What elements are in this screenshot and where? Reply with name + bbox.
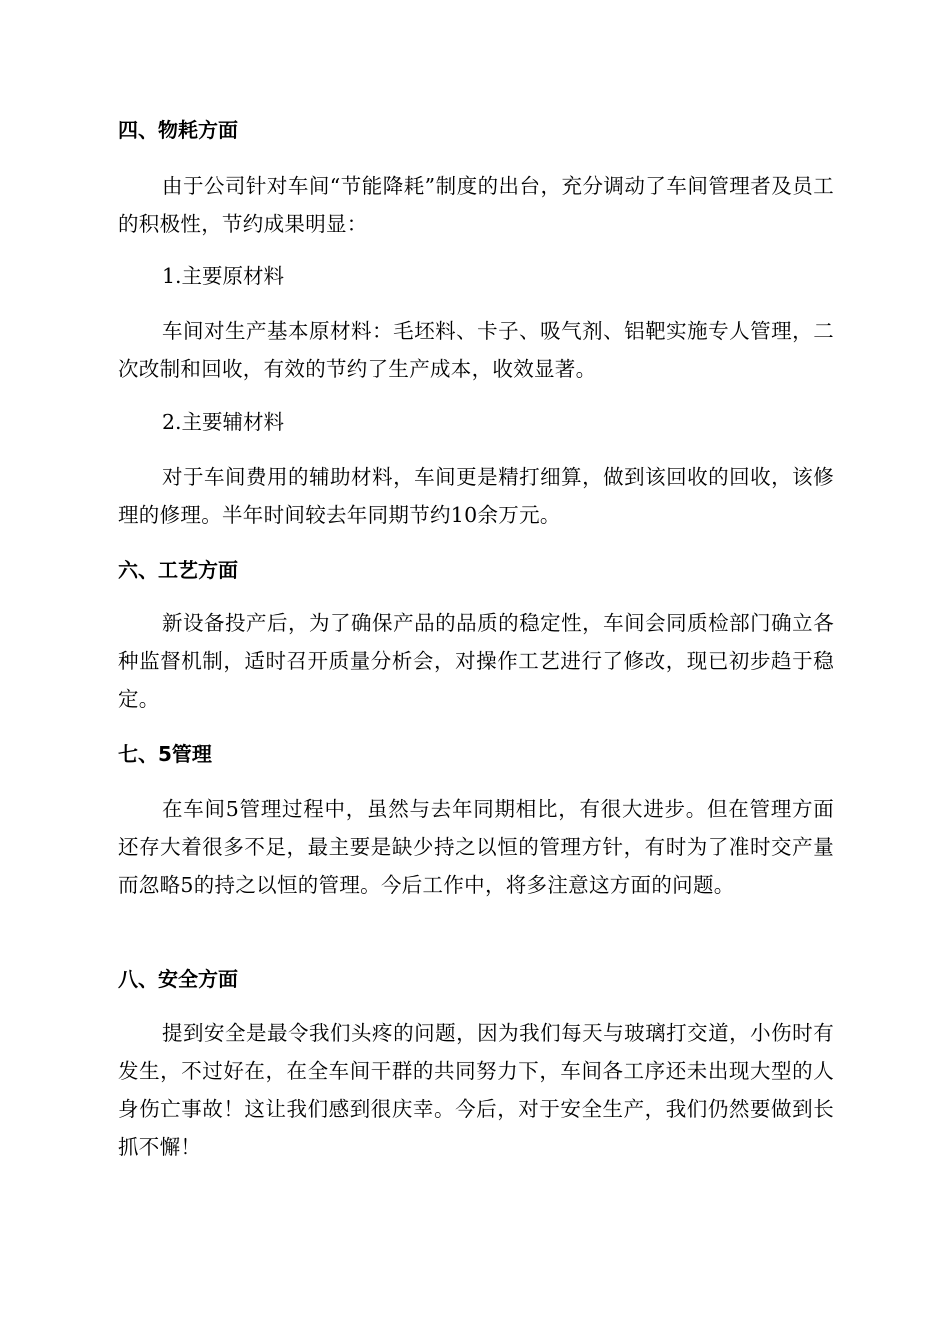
paragraph-5-management: 在车间5管理过程中，虽然与去年同期相比，有很大进步。但在管理方面还存大着很多不足，最主要是缺少持之以恒的管理方针，有时为了准时交产量而忽略5的持之以恒的管理。今后工作中，将多注意这方面的问题。: [118, 797, 834, 897]
paragraph-safety: 提到安全是最令我们头疼的问题，因为我们每天与玻璃打交道，小伤时有发生，不过好在，在全车间干群的共同努力下，车间各工序还未出现大型的人身伤亡事故！这让我们感到很庆幸。今后，对于安全生产，我们仍然要做到长抓不懈！: [118, 1021, 834, 1159]
section-heading-material-consumption: 四、物耗方面: [118, 118, 238, 142]
subheading-main-auxiliary-materials: 2.主要辅材料: [162, 410, 285, 434]
paragraph-process: 新设备投产后，为了确保产品的品质的稳定性，车间会同质检部门确立各种监督机制，适时召开质量分析会，对操作工艺进行了修改，现已初步趋于稳定。: [118, 611, 834, 711]
paragraph-main-auxiliary-materials: 对于车间费用的辅助材料，车间更是精打细算，做到该回收的回收，该修理的修理。半年时间较去年同期节约10余万元。: [118, 465, 834, 527]
paragraph-material-consumption-intro: 由于公司针对车间“节能降耗”制度的出台，充分调动了车间管理者及员工的积极性，节约成果明显：: [118, 174, 834, 236]
paragraph-main-raw-materials: 车间对生产基本原材料：毛坯料、卡子、吸气剂、铝靶实施专人管理，二次改制和回收，有效的节约了生产成本，收效显著。: [118, 319, 834, 381]
section-heading-safety: 八、安全方面: [118, 967, 238, 991]
section-heading-5-management: 七、5管理: [118, 742, 212, 766]
section-heading-process: 六、工艺方面: [118, 558, 238, 582]
subheading-main-raw-materials: 1.主要原材料: [162, 264, 285, 288]
